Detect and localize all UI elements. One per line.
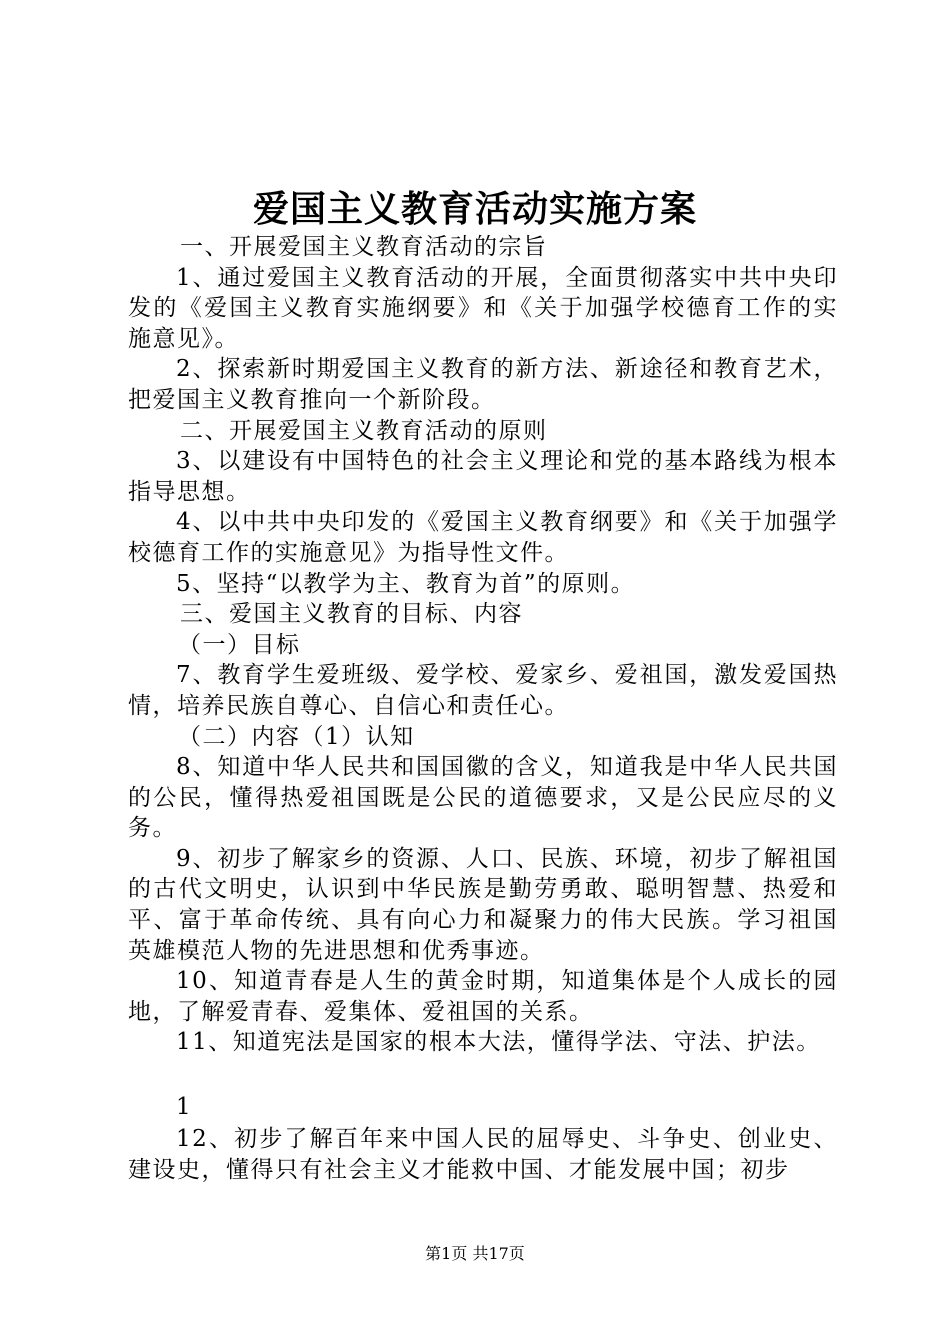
page-title: 爱国主义教育活动实施方案 bbox=[252, 188, 697, 230]
paragraph-item-3: 3、以建设有中国特色的社会主义理论和党的基本路线为根本指导思想。 bbox=[128, 448, 838, 505]
page-footer: 第1页 共17页 bbox=[425, 1244, 525, 1263]
subsection-heading-goal: （一）目标 bbox=[178, 631, 301, 658]
section-heading-1: 一、开展爱国主义教育活动的宗旨 bbox=[180, 234, 548, 260]
paragraph-item-10: 10、知道青春是人生的黄金时期，知道集体是个人成长的园地，了解爱青春、爱集体、爱祖国的关系。 bbox=[128, 968, 838, 1025]
paragraph-item-12: 12、初步了解百年来中国人民的屈辱史、斗争史、创业史、建设史，懂得只有社会主义才能救中国、才能发展中国；初步 bbox=[128, 1126, 838, 1183]
inline-page-number: 1 bbox=[176, 1094, 191, 1120]
subsection-heading-content: （二）内容（1）认知 bbox=[178, 723, 415, 750]
document-body-continued bbox=[128, 1124, 838, 1185]
document-body bbox=[128, 232, 838, 1058]
paragraph-item-5: 5、坚持“以教学为主、教育为首”的原则。 bbox=[176, 570, 636, 597]
paragraph-item-8: 8、知道中华人民共和国国徽的含义，知道我是中华人民共国的公民，懂得热爱祖国既是公民的道德要求，又是公民应尽的义务。 bbox=[128, 754, 838, 842]
section-heading-2: 二、开展爱国主义教育活动的原则 bbox=[180, 417, 548, 444]
section-heading-3: 三、爱国主义教育的目标、内容 bbox=[180, 601, 523, 628]
paragraph-item-9: 9、初步了解家乡的资源、人口、民族、环境，初步了解祖国的古代文明史，认识到中华民族是勤劳勇敢、聪明智慧、热爱和平、富于革命传统、具有向心力和凝聚力的伟大民族。学习祖国英雄模范人物的先进思想和优秀事迹。 bbox=[128, 845, 838, 964]
paragraph-item-4: 4、以中共中央印发的《爱国主义教育纲要》和《关于加强学校德育工作的实施意见》为指导性文件。 bbox=[128, 509, 838, 566]
paragraph-item-1: 1、通过爱国主义教育活动的开展，全面贯彻落实中共中央印发的《爱国主义教育实施纲要》和《关于加强学校德育工作的实施意见》。 bbox=[128, 264, 838, 352]
paragraph-item-2: 2、探索新时期爱国主义教育的新方法、新途径和教育艺术，把爱国主义教育推向一个新阶段。 bbox=[128, 356, 838, 413]
paragraph-item-7: 7、教育学生爱班级、爱学校、爱家乡、爱祖国，激发爱国热情，培养民族自尊心、自信心和责任心。 bbox=[128, 662, 838, 719]
paragraph-item-11: 11、知道宪法是国家的根本大法，懂得学法、守法、护法。 bbox=[176, 1029, 821, 1056]
